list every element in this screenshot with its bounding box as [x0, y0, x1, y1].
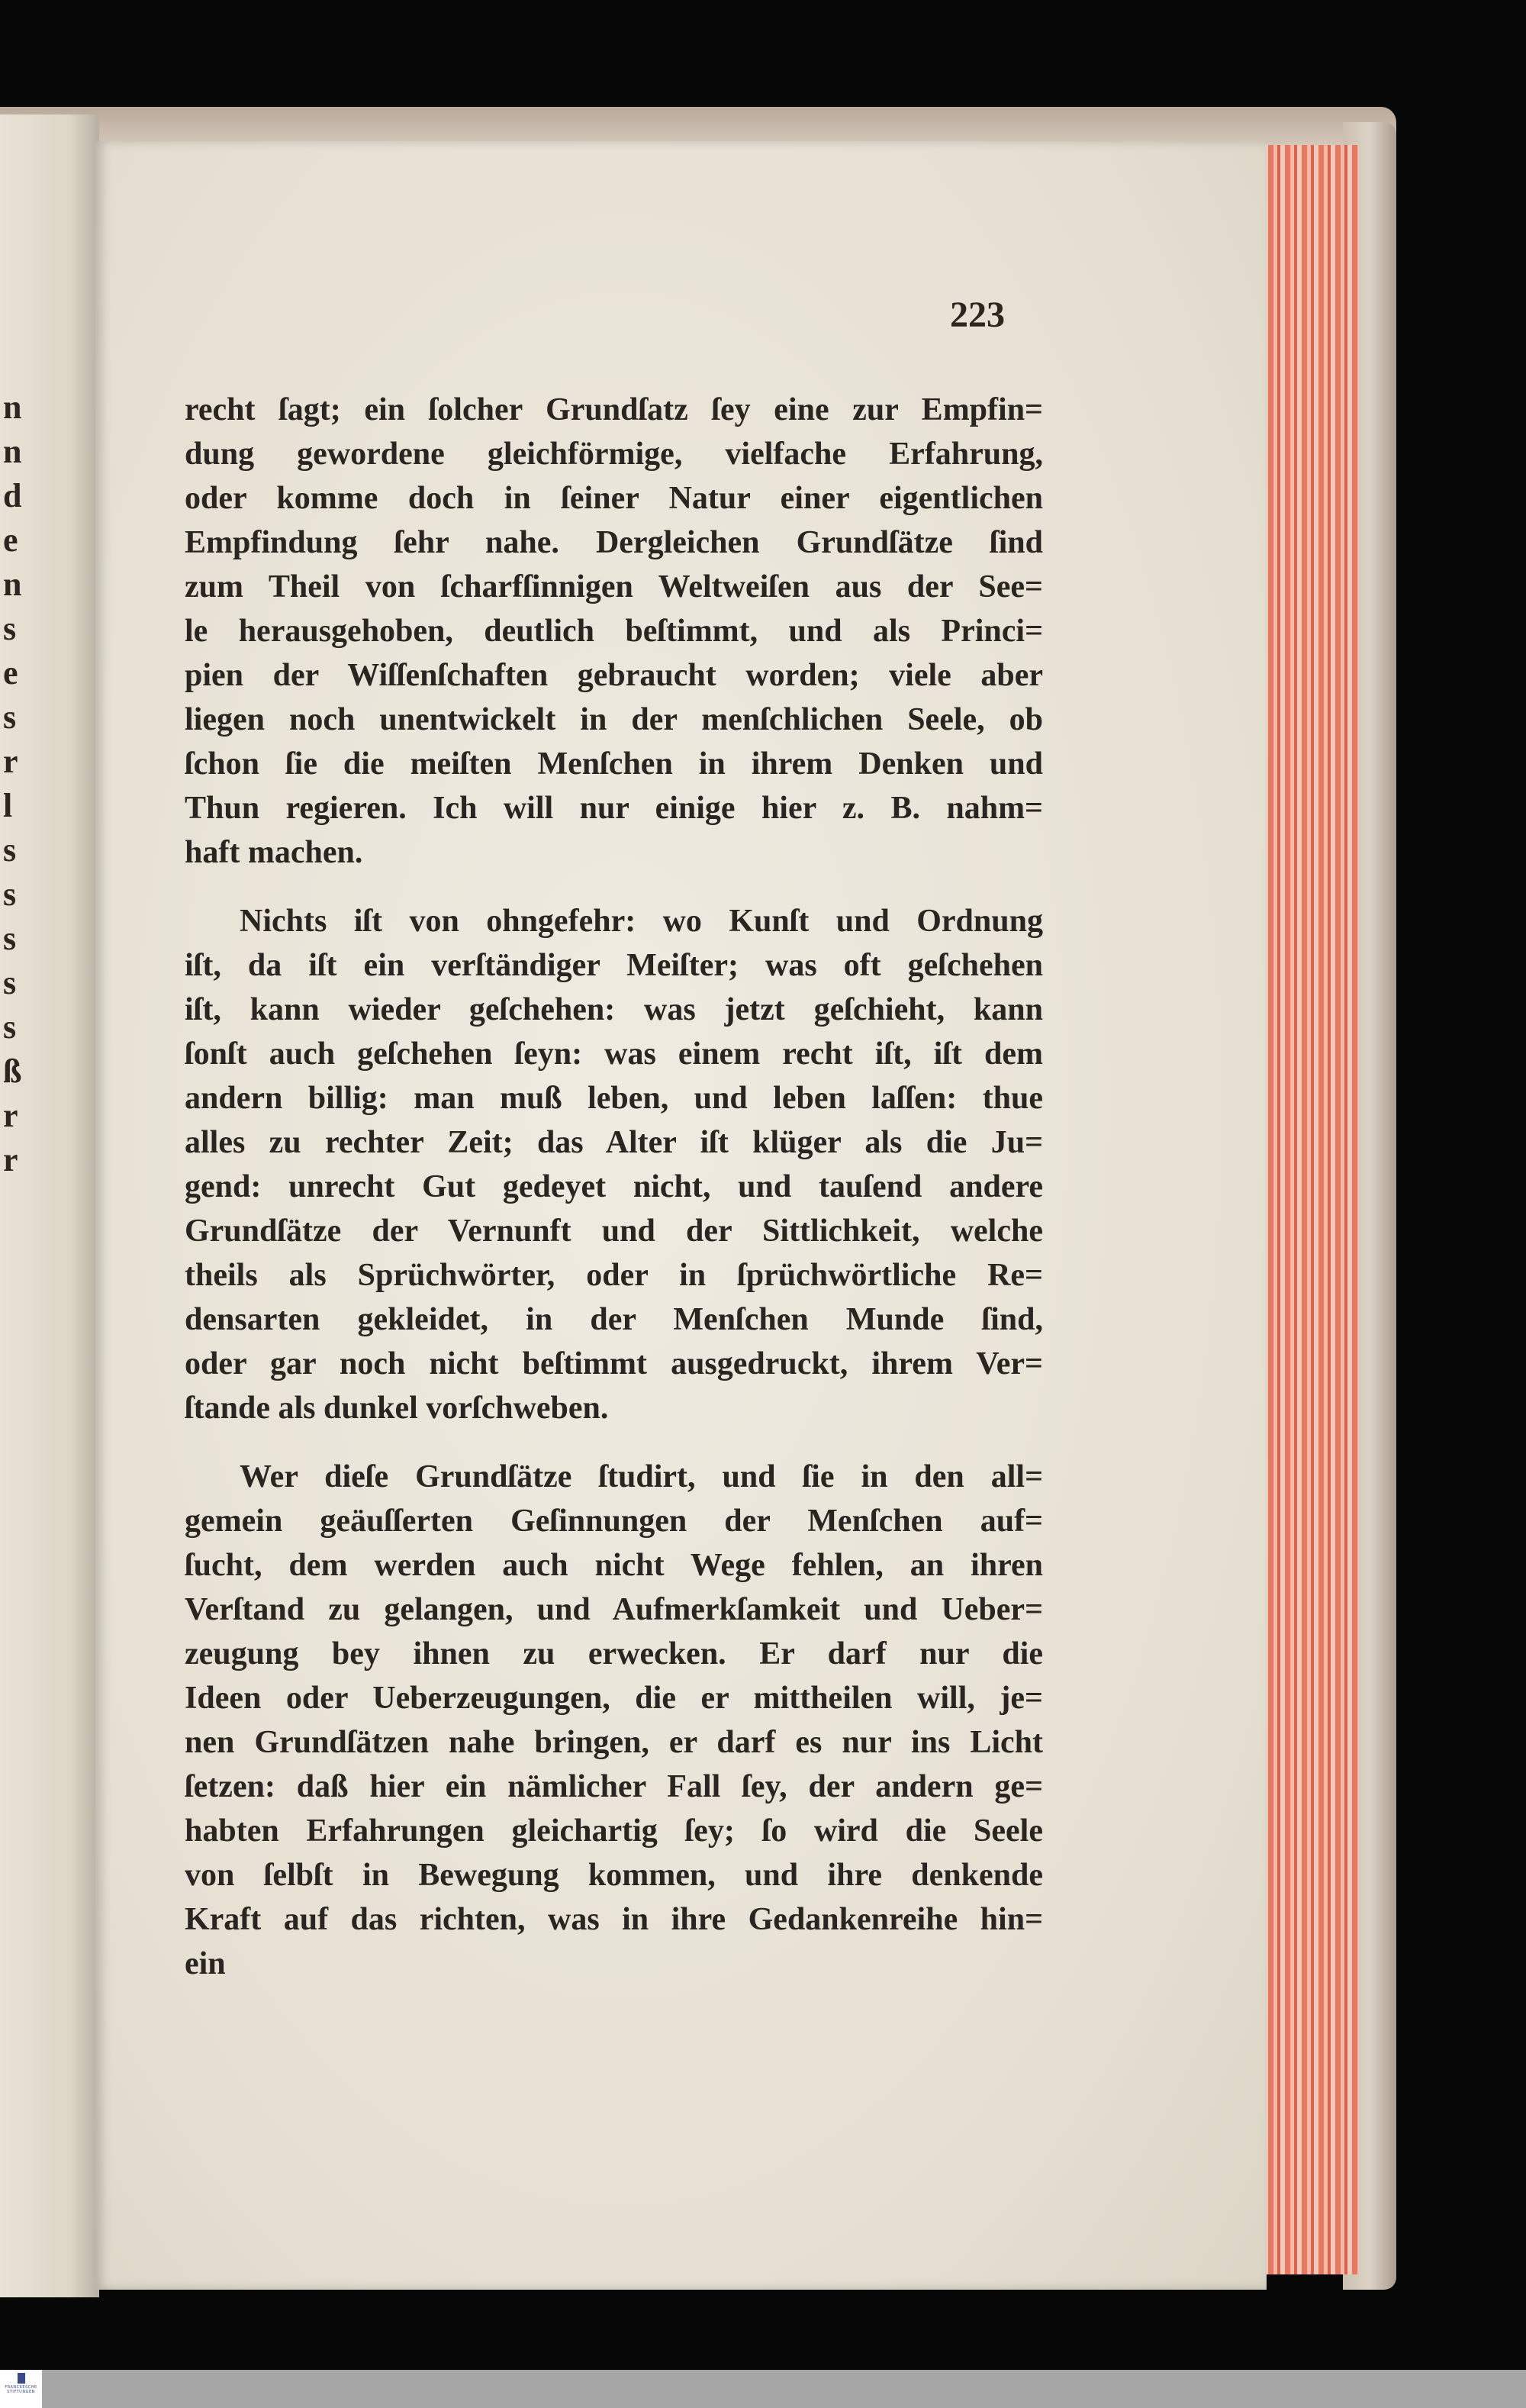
left-page-fragment: s — [3, 920, 17, 957]
text-line: densarten gekleidet, in der Menſchen Munde ſind, — [185, 1302, 1043, 1337]
text-line: nen Grundſätzen nahe bringen, er darf es nur ins Licht — [185, 1725, 1043, 1760]
left-page-fragment: s — [3, 964, 17, 1001]
text-line: iſt, da iſt ein verſtändiger Meiſter; was oft geſchehen — [185, 948, 1043, 983]
left-page-fragment: n — [3, 388, 22, 426]
catchword: ein — [185, 1946, 226, 1981]
text-line: ſtande als dunkel vorſchweben. — [185, 1391, 609, 1426]
text-line: andern billig: man muß leben, und leben laſſen: thue — [185, 1081, 1043, 1116]
paragraph — [185, 899, 1043, 1430]
text-line: habten Erfahrungen gleichartig ſey; ſo wird die Seele — [185, 1813, 1043, 1849]
text-line: liegen noch unentwickelt in der menſchlichen Seele, ob — [185, 702, 1043, 737]
left-page-fragment: r — [3, 743, 18, 780]
left-page-fragment: e — [3, 521, 18, 559]
text-line: zum Theil von ſcharfſinnigen Weltweiſen aus der See= — [185, 569, 1043, 604]
left-page-fragment: s — [3, 698, 17, 736]
text-line: Kraft auf das richten, was in ihre Gedankenreihe hin= — [185, 1902, 1043, 1937]
text-line: haft machen. — [185, 835, 363, 870]
logo-text-line2: STIFTUNGEN — [7, 2390, 35, 2394]
left-page-fragment: d — [3, 477, 22, 514]
left-page-fragment: n — [3, 566, 22, 603]
text-line: iſt, kann wieder geſchehen: was jetzt geſchieht, kann — [185, 992, 1043, 1027]
left-page-fragment: s — [3, 610, 17, 647]
paragraph — [185, 388, 1043, 875]
viewer-bottom-bar — [0, 2370, 1526, 2408]
text-line: le herausgehoben, deutlich beſtimmt, und als Princi= — [185, 614, 1043, 649]
left-page-fragment: ß — [3, 1052, 22, 1090]
paragraph — [185, 1455, 1043, 1986]
left-page-fragment: n — [3, 433, 22, 470]
text-line: oder komme doch in ſeiner Natur einer eigentlichen — [185, 481, 1043, 516]
text-line: Empfindung ſehr nahe. Dergleichen Grundſätze ſind — [185, 525, 1043, 560]
left-page-fragment: s — [3, 831, 17, 869]
text-line: alles zu rechter Zeit; das Alter iſt klüger als die Ju= — [185, 1125, 1043, 1160]
logo-figure-icon — [18, 2373, 25, 2384]
text-line: gend: unrecht Gut gedeyet nicht, und tauſend andere — [185, 1169, 1043, 1204]
text-line: theils als Sprüchwörter, oder in ſprüchwörtliche Re= — [185, 1258, 1043, 1293]
red-page-edges — [1251, 145, 1358, 2274]
text-line: Thun regieren. Ich will nur einige hier z. B. nahm= — [185, 791, 1043, 826]
text-line: von ſelbſt in Bewegung kommen, und ihre denkende — [185, 1858, 1043, 1893]
left-page-fragment: r — [3, 1097, 18, 1134]
text-line: gemein geäuſſerten Geſinnungen der Menſchen auf= — [185, 1504, 1043, 1539]
left-page-fragment: s — [3, 1008, 17, 1046]
text-line: oder gar noch nicht beſtimmt ausgedruckt, ihrem Ver= — [185, 1346, 1043, 1381]
text-line: Grundſätze der Vernunft und der Sittlichkeit, welche — [185, 1214, 1043, 1249]
institution-logo[interactable] — [0, 2370, 42, 2408]
text-line: Verſtand zu gelangen, und Aufmerkſamkeit und Ueber= — [185, 1592, 1043, 1627]
text-line: ſonſt auch geſchehen ſeyn: was einem recht iſt, iſt dem — [185, 1036, 1043, 1072]
text-line: ſetzen: daß hier ein nämlicher Fall ſey, der andern ge= — [185, 1769, 1043, 1804]
page-number: 223 — [950, 295, 1005, 335]
left-page-fragment: l — [3, 787, 13, 824]
text-line: recht ſagt; ein ſolcher Grundſatz ſey eine zur Empfin= — [185, 392, 1043, 427]
text-line: ſucht, dem werden auch nicht Wege fehlen, an ihren — [185, 1548, 1043, 1583]
text-line: dung gewordene gleichförmige, vielfache Erfahrung, — [185, 437, 1043, 472]
text-line: Nichts iſt von ohngefehr: wo Kunſt und Ordnung — [240, 904, 1043, 939]
text-line: pien der Wiſſenſchaften gebraucht worden; viele aber — [185, 658, 1043, 693]
left-page — [0, 114, 99, 2297]
left-page-fragment: r — [3, 1141, 18, 1178]
text-line: zeugung bey ihnen zu erwecken. Er darf nur die — [185, 1636, 1043, 1671]
text-line: Ideen oder Ueberzeugungen, die er mittheilen will, je= — [185, 1681, 1043, 1716]
left-page-fragment: s — [3, 875, 17, 913]
left-page-fragment: e — [3, 654, 18, 691]
text-line: ſchon ſie die meiſten Menſchen in ihrem Denken und — [185, 746, 1043, 782]
text-line: Wer dieſe Grundſätze ſtudirt, und ſie in den all= — [240, 1459, 1043, 1494]
logo-text-line1: FRANCKESCHE — [5, 2385, 37, 2390]
body-text — [185, 388, 1043, 2010]
